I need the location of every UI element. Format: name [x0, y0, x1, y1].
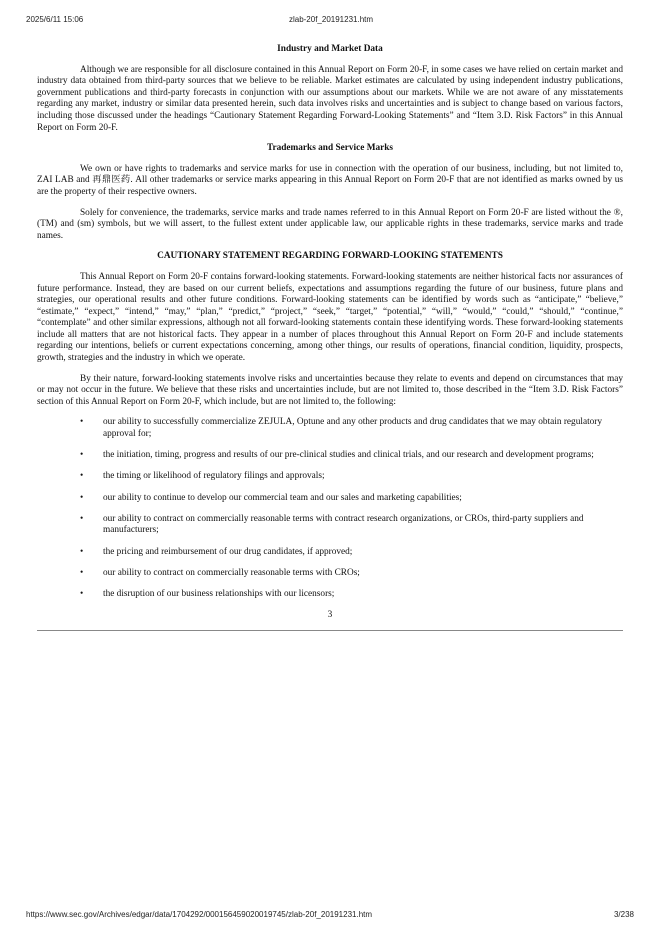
- list-item: [37, 493, 623, 505]
- trademarks-paragraph-1: We own or have rights to trademarks and service marks for use in connection with the operation of our business, including, but not limited to, ZAI LAB and 再鼎医药. All other trademarks or service marks appearing in this Annual Report on Form 20-F that are not identified as marks owned by us are the property of their respective owners.: [37, 163, 623, 197]
- list-item-text: our ability to contract on commercially reasonable terms with contract research organizations, or CROs, third-party suppliers and manufacturers;: [103, 513, 584, 536]
- list-item: [37, 417, 623, 440]
- bullet-icon: •: [80, 567, 84, 578]
- list-item-text: the disruption of our business relationships with our licensors;: [103, 588, 335, 599]
- bullet-icon: •: [80, 417, 84, 428]
- print-doc-name: zlab-20f_20191231.htm: [288, 15, 374, 24]
- bullet-icon: •: [80, 513, 84, 524]
- bullet-icon: •: [80, 546, 84, 557]
- industry-heading: Industry and Market Data: [277, 44, 383, 54]
- bullet-icon: •: [80, 450, 84, 461]
- cautionary-paragraph-2: By their nature, forward-looking statements involve risks and uncertainties because they relate to events and depend on circumstances that may or may not occur in the future. We believe that these risks and uncertainties include, but are not limited to, those described in the “Item 3.D. Risk Factors” section of this Annual Report on Form 20-F, which include, but are not limited to, the following:: [37, 373, 623, 407]
- trademarks-paragraph-2: Solely for convenience, the trademarks, service marks and trade names referred to in this Annual Report on Form 20-F are listed without the ®, (TM) and (sm) symbols, but we will assert, to the fullest extent under applicable law, our applicable rights in these trademarks, service marks and trade names.: [37, 207, 623, 241]
- list-item-text: the pricing and reimbursement of our drug candidates, if approved;: [103, 546, 353, 557]
- list-item: [37, 547, 623, 559]
- list-item: [37, 589, 623, 601]
- page-number: 3: [327, 610, 333, 621]
- list-item-text: the initiation, timing, progress and results of our pre-clinical studies and clinical trials, and our research and development programs;: [103, 450, 594, 461]
- list-item-text: our ability to contract on commercially reasonable terms with CROs;: [103, 567, 360, 578]
- print-datetime: 2025/6/11 15:06: [26, 15, 84, 24]
- list-item: [37, 568, 623, 580]
- bullet-icon: •: [80, 588, 84, 599]
- page-divider: [37, 630, 623, 631]
- cautionary-heading: CAUTIONARY STATEMENT REGARDING FORWARD-LOOKING STATEMENTS: [157, 251, 503, 262]
- list-item-text: our ability to successfully commercialize ZEJULA, Optune and any other products and drug candidates that we may obtain regulatory approval for;: [103, 417, 603, 440]
- industry-paragraph: Although we are responsible for all disclosure contained in this Annual Report on Form 20-F, in some cases we have relied on certain market and industry data obtained from third-party sources that we believe to be reliable. Market estimates are calculated by using independent industry publications, government publications and third-party forecasts in conjunction with our assumptions about our markets. While we are not aware of any misstatements regarding any market, industry or similar data presented herein, such data involves risks and uncertainties and is subject to change based on various factors, including those discussed under the headings “Cautionary Statement Regarding Forward-Looking Statements” and “Item 3.D. Risk Factors” in this Annual Report on Form 20-F.: [37, 64, 623, 133]
- list-item: [37, 514, 623, 537]
- print-page-count: 3/238: [613, 910, 634, 919]
- bullet-icon: •: [80, 471, 84, 482]
- cautionary-paragraph-1: This Annual Report on Form 20-F contains forward-looking statements. Forward-looking statements are neither historical facts nor assurances of future performance. Instead, they are based on our current beliefs, expectations and assumptions regarding the future of our business, future plans and strategies, our operational results and other future conditions. Forward-looking statements can be identified by words such as “anticipate,” “believe,” “estimate,” “expect,” “intend,” “may,” “plan,” “predict,” “project,” “seek,” “target,” “potential,” “will,” “would,” “could,” “should,” “continue,” “contemplate” and other similar expressions, although not all forward-looking statements contain these identifying words. These forward-looking statements include all matters that are not historical facts. They appear in a number of places throughout this Annual Report on Form 20-F and include statements regarding our intentions, beliefs or current expectations concerning, among other things, our results of operations, financial condition, liquidity, prospects, growth, strategies and the industry in which we operate.: [37, 271, 623, 364]
- list-item: [37, 450, 623, 462]
- list-item-text: our ability to continue to develop our commercial team and our sales and marketing capabilities;: [103, 492, 462, 503]
- print-url: https://www.sec.gov/Archives/edgar/data/1704292/000156459020019745/zlab-20f_20191231.htm: [26, 910, 373, 919]
- list-item-text: the timing or likelihood of regulatory filings and approvals;: [103, 471, 325, 482]
- list-item: [37, 471, 623, 483]
- risk-bullet-list: [37, 417, 623, 600]
- trademarks-heading: Trademarks and Service Marks: [266, 143, 394, 154]
- document-page: [37, 44, 623, 631]
- bullet-icon: •: [80, 492, 84, 503]
